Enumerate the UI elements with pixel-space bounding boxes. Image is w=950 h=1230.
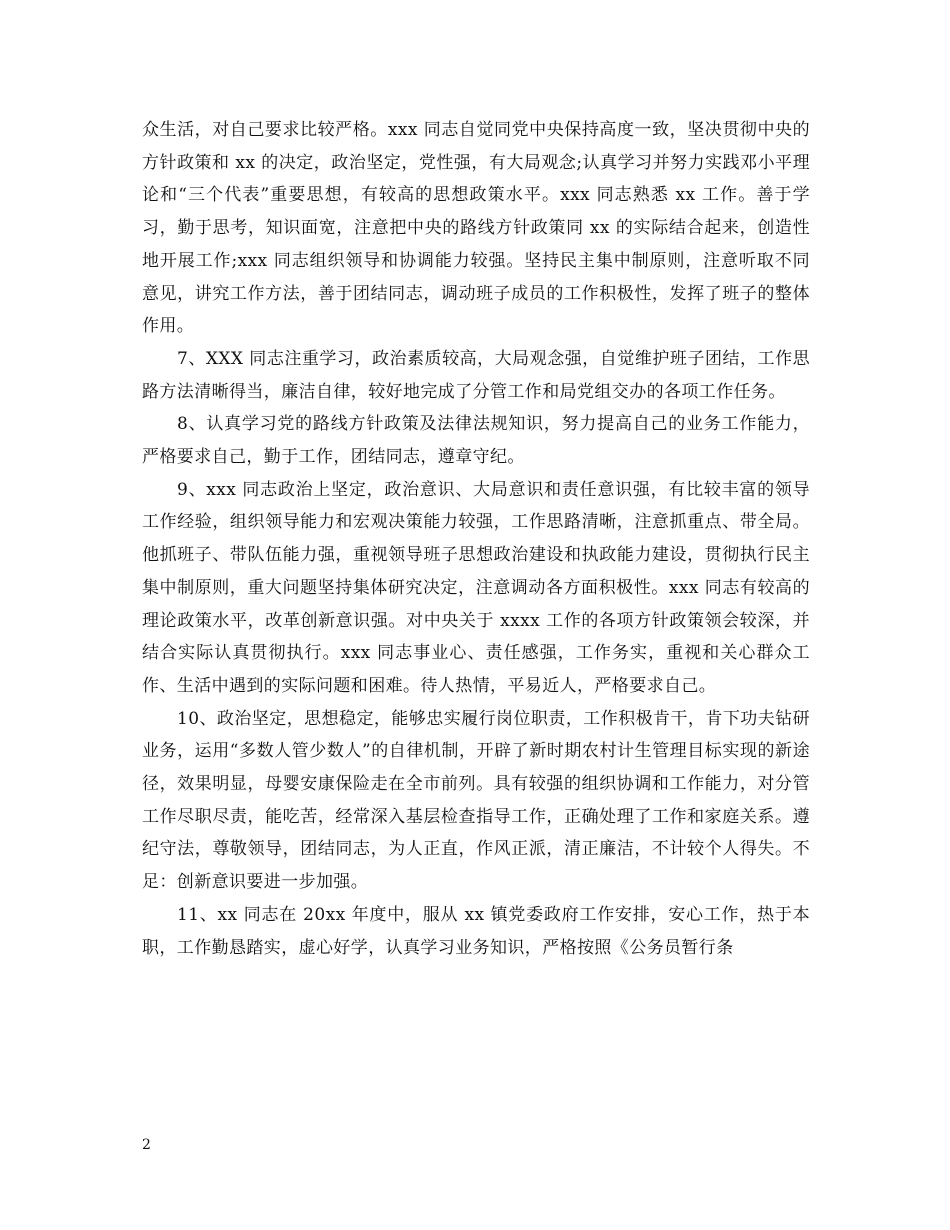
paragraph-item-9: 9、xxx 同志政治上坚定，政治意识、大局意识和责任意识强，有比较丰富的领导工作经验，组织领导能力和宏观决策能力较强，工作思路清晰，注意抓重点、带全局。他抓班子、带队伍能力强，重视领导班子思想政治建设和执政能力建设，贯彻执行民主集中制原则，重大问题坚持集体研究决定，注意调动各方面积极性。xxx 同志有较高的理论政策水平，改革创新意识强。对中央关于 xxxx 工作的各项方针政策领会较深，并结合实际认真贯彻执行。xxx 同志事业心、责任感强，工作务实，重视和关心群众工作、生活中遇到的实际问题和困难。待人热情，平易近人，严格要求自己。	[142, 479, 810, 696]
paragraph-continuation: 众生活，对自己要求比较严格。xxx 同志自觉同党中央保持高度一致，坚决贯彻中央的方针政策和 xx 的决定，政治坚定，党性强，有大局观念;认真学习并努力实践邓小平理论和“三个代表”重要思想，有较高的思想政策水平。xxx 同志熟悉 xx 工作。善于学习，勤于思考，知识面宽，注意把中央的路线方针政策同 xx 的实际结合起来，创造性地开展工作;xxx 同志组织领导和协调能力较强。坚持民主集中制原则，注意听取不同意见，讲究工作方法，善于团结同志，调动班子成员的工作积极性，发挥了班子的整体作用。	[142, 120, 810, 337]
paragraph-item-11: 11、xx 同志在 20xx 年度中，服从 xx 镇党委政府工作安排，安心工作，热于本职，工作勤恳踏实，虚心好学，认真学习业务知识，严格按照《公务员暂行条	[142, 904, 810, 958]
document-body	[142, 114, 810, 964]
page-number: 2	[142, 1137, 151, 1153]
paragraph-item-7: 7、XXX 同志注重学习，政治素质较高，大局观念强，自觉维护班子团结，工作思路方法清晰得当，廉洁自律，较好地完成了分管工作和局党组交办的各项工作任务。	[142, 348, 810, 402]
paragraph-item-8: 8、认真学习党的路线方针政策及法律法规知识，努力提高自己的业务工作能力，严格要求自己，勤于工作，团结同志，遵章守纪。	[142, 414, 810, 468]
paragraph-item-10: 10、政治坚定，思想稳定，能够忠实履行岗位职责，工作积极肯干，肯下功夫钻研业务，运用“多数人管少数人”的自律机制，开辟了新时期农村计生管理目标实现的新途径，效果明显，母婴安康保险走在全市前列。具有较强的组织协调和工作能力，对分管工作尽职尽责，能吃苦，经常深入基层检查指导工作，正确处理了工作和家庭关系。遵纪守法，尊敬领导，团结同志，为人正直，作风正派，清正廉洁，不计较个人得失。不足：创新意识要进一步加强。	[142, 708, 810, 893]
